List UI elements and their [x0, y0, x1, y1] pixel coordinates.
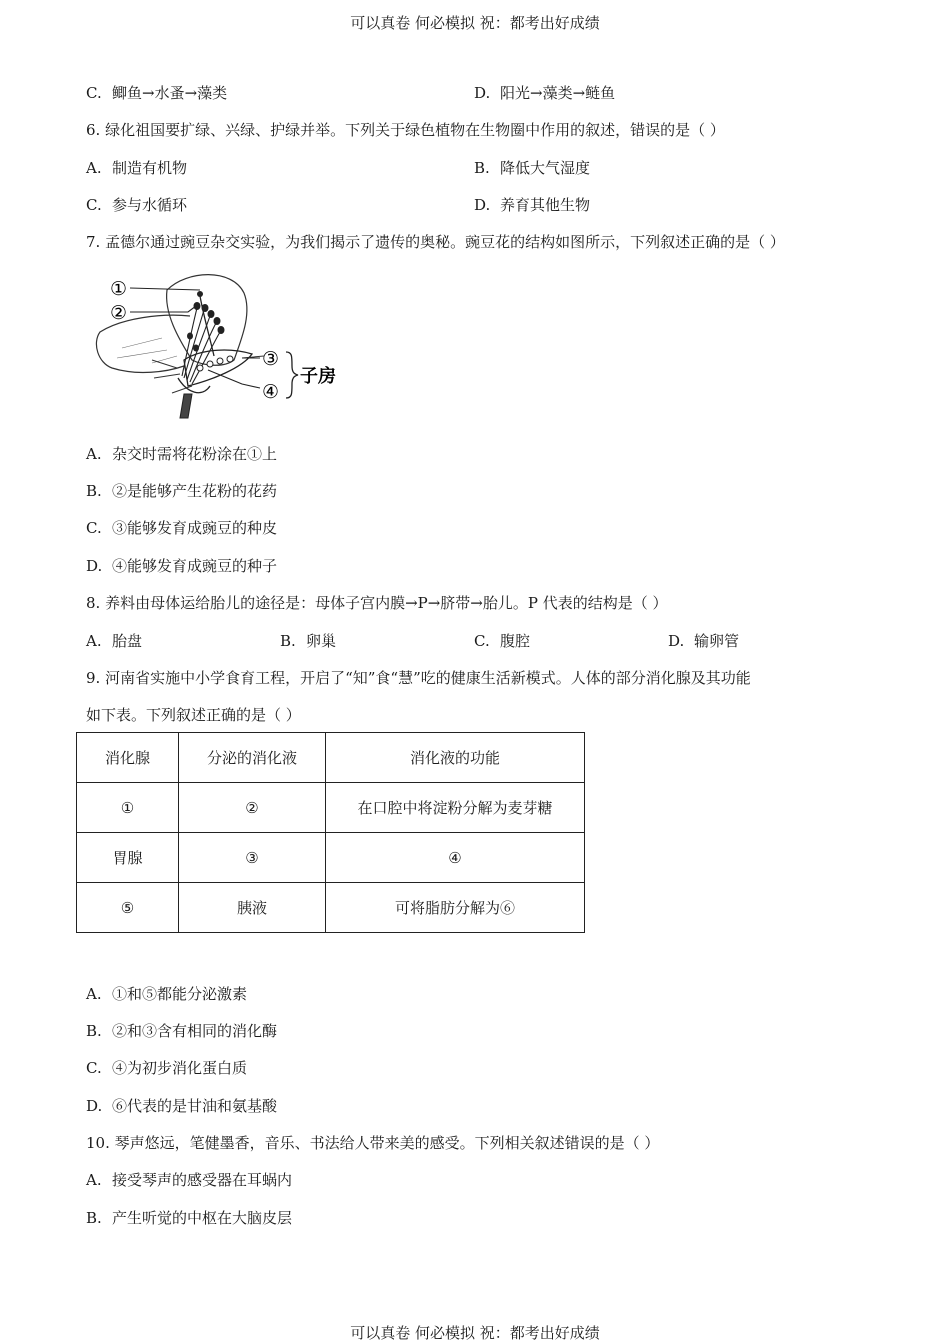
q8-option-b[interactable]	[280, 630, 336, 651]
q6-option-d[interactable]	[474, 194, 590, 215]
table-row	[77, 883, 585, 933]
q8-option-a[interactable]	[86, 630, 142, 651]
option-label: B.	[280, 632, 296, 650]
q7-option-c[interactable]	[86, 517, 277, 538]
option-label: D.	[474, 196, 491, 214]
digestive-gland-table	[76, 732, 585, 933]
q10-option-a[interactable]	[86, 1169, 292, 1190]
option-text: 卵巢	[306, 632, 337, 650]
q6-option-a[interactable]	[86, 157, 187, 178]
option-text: 参与水循环	[112, 196, 188, 214]
option-label: C.	[86, 519, 102, 537]
option-label: A.	[86, 1171, 102, 1189]
option-label: A.	[86, 159, 102, 177]
page-header: 可以真卷 何必模拟 祝：都考出好成绩	[350, 14, 600, 32]
option-label: D.	[86, 557, 103, 575]
q6-option-b[interactable]	[474, 157, 590, 178]
table-row	[77, 833, 585, 883]
option-text: 降低大气湿度	[500, 159, 591, 177]
q8-stem: 8. 养料由母体运给胎儿的途径是：母体子宫内膜→P→脐带→胎儿。P 代表的结构是（ ）	[86, 594, 668, 612]
q5-option-d[interactable]	[474, 82, 615, 103]
q9-option-b[interactable]	[86, 1020, 277, 1041]
q9-option-a[interactable]	[86, 983, 247, 1004]
q6-stem: 6. 绿化祖国要扩绿、兴绿、护绿并举。下列关于绿色植物在生物圈中作用的叙述，错误的是（ ）	[86, 121, 725, 139]
table-cell: ⑤	[77, 883, 179, 933]
option-text: 杂交时需将花粉涂在①上	[112, 445, 278, 463]
option-text: ⑥代表的是甘油和氨基酸	[112, 1097, 278, 1115]
option-label: A.	[86, 445, 102, 463]
label-m4: ④	[262, 381, 280, 403]
option-text: ③能够发育成豌豆的种皮	[112, 519, 278, 537]
pea-flower-diagram	[92, 268, 342, 428]
table-cell: ④	[326, 833, 585, 883]
option-label: A.	[86, 985, 102, 1003]
ovary-brace	[286, 352, 298, 398]
option-label: B.	[86, 1209, 102, 1227]
q10-option-b[interactable]	[86, 1207, 292, 1228]
option-label: C.	[86, 84, 102, 102]
table-cell: 胃腺	[77, 833, 179, 883]
option-label: D.	[668, 632, 685, 650]
option-label: B.	[86, 482, 102, 500]
q7-stem: 7. 孟德尔通过豌豆杂交实验，为我们揭示了遗传的奥秘。豌豆花的结构如图所示，下列叙述正确的是（ ）	[86, 233, 785, 251]
table-header-row	[77, 733, 585, 783]
option-label: B.	[474, 159, 490, 177]
label-m3: ③	[262, 348, 280, 370]
label-ovary: 子房	[300, 366, 336, 387]
option-text: 养育其他生物	[500, 196, 591, 214]
q9-option-d[interactable]	[86, 1095, 277, 1116]
option-text: 腹腔	[500, 632, 531, 650]
table-cell: ③	[179, 833, 326, 883]
q5-option-c[interactable]	[86, 82, 227, 103]
table-cell: 可将脂肪分解为⑥	[326, 883, 585, 933]
label-m2: ②	[110, 302, 128, 324]
option-label: D.	[474, 84, 491, 102]
option-label: C.	[86, 1059, 102, 1077]
q10-stem: 10. 琴声悠远，笔健墨香，音乐、书法给人带来美的感受。下列相关叙述错误的是（ ）	[86, 1134, 660, 1152]
table-cell: ②	[179, 783, 326, 833]
table-cell: ①	[77, 783, 179, 833]
option-text: 接受琴声的感受器在耳蜗内	[112, 1171, 293, 1189]
option-text: ①和⑤都能分泌激素	[112, 985, 248, 1003]
q8-option-c[interactable]	[474, 630, 530, 651]
table-header-cell: 分泌的消化液	[179, 733, 326, 783]
table-cell: 胰液	[179, 883, 326, 933]
table-header-cell: 消化液的功能	[326, 733, 585, 783]
q9-option-c[interactable]	[86, 1057, 247, 1078]
q8-option-d[interactable]	[668, 630, 739, 651]
option-text: ④为初步消化蛋白质	[112, 1059, 248, 1077]
option-label: A.	[86, 632, 102, 650]
label-m1: ①	[110, 278, 128, 300]
option-label: D.	[86, 1097, 103, 1115]
table-cell: 在口腔中将淀粉分解为麦芽糖	[326, 783, 585, 833]
q9-stem-line1: 9. 河南省实施中小学食育工程，开启了“知”食“慧”吃的健康生活新模式。人体的部分消化腺及其功能	[86, 669, 751, 687]
table-row	[77, 783, 585, 833]
option-text: 鲫鱼→水蚤→藻类	[112, 84, 228, 102]
option-text: ②是能够产生花粉的花药	[112, 482, 278, 500]
option-text: 输卵管	[694, 632, 740, 650]
option-text: ④能够发育成豌豆的种子	[112, 557, 278, 575]
q9-stem-line2: 如下表。下列叙述正确的是（ ）	[86, 706, 301, 724]
q7-option-b[interactable]	[86, 480, 277, 501]
q7-option-d[interactable]	[86, 555, 277, 576]
page-footer: 可以真卷 何必模拟 祝：都考出好成绩	[350, 1324, 600, 1342]
option-text: 胎盘	[112, 632, 143, 650]
option-label: C.	[86, 196, 102, 214]
option-text: 制造有机物	[112, 159, 188, 177]
keel-shading	[117, 338, 177, 363]
option-label: C.	[474, 632, 490, 650]
option-text: 产生听觉的中枢在大脑皮层	[112, 1209, 293, 1227]
option-text: 阳光→藻类→鲢鱼	[500, 84, 616, 102]
flower-stalk	[180, 394, 192, 418]
q6-option-c[interactable]	[86, 194, 187, 215]
table-header-cell: 消化腺	[77, 733, 179, 783]
option-label: B.	[86, 1022, 102, 1040]
q7-option-a[interactable]	[86, 443, 277, 464]
option-text: ②和③含有相同的消化酶	[112, 1022, 278, 1040]
